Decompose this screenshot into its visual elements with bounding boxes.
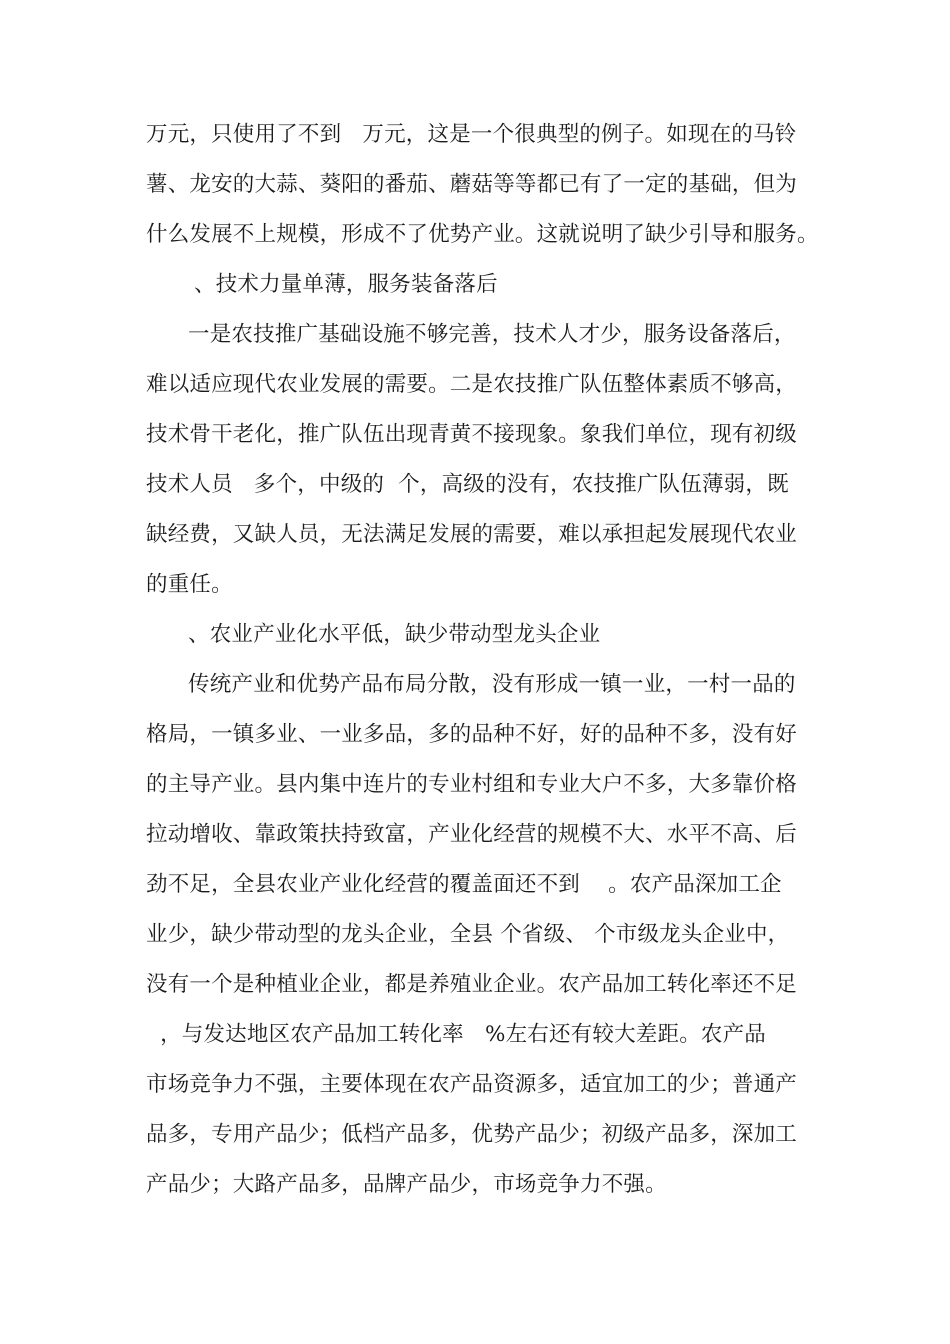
paragraph-line: 没有一个是种植业企业，都是养殖业企业。农产品加工转化率还不足 — [146, 972, 798, 997]
paragraph-line: 劲不足，全县农业产业化经营的覆盖面还不到 。农产品深加工企 — [146, 872, 782, 897]
paragraph-line: 产品少；大路产品多，品牌产品少，市场竞争力不强。 — [146, 1172, 667, 1197]
paragraph-line: 拉动增收、靠政策扶持致富，产业化经营的规模不大、水平不高、后 — [146, 822, 798, 847]
section-heading: 、农业产业化水平低，缺少带动型龙头企业 — [188, 622, 601, 647]
paragraph-line: 业少，缺少带动型的龙头企业，全县 个省级、 个市级龙头企业中， — [146, 922, 790, 947]
paragraph-line: 的主导产业。县内集中连片的专业村组和专业大户不多，大多靠价格 — [146, 772, 798, 797]
paragraph-line: 万元，只使用了不到 万元，这是一个很典型的例子。如现在的马铃 — [146, 122, 797, 147]
paragraph-line: 难以适应现代农业发展的需要。二是农技推广队伍整体素质不够高， — [146, 372, 798, 397]
paragraph-line: 什么发展不上规模，形成不了优势产业。这就说明了缺少引导和服务。 — [146, 222, 819, 247]
paragraph-line: 缺经费，又缺人员，无法满足发展的需要，难以承担起发展现代农业 — [146, 522, 798, 547]
paragraph-line: 品多，专用产品少；低档产品多，优势产品少；初级产品多，深加工 — [146, 1122, 798, 1147]
paragraph-line: 格局，一镇多业、一业多品，多的品种不好，好的品种不多，没有好 — [146, 722, 798, 747]
paragraph-line: 技术骨干老化，推广队伍出现青黄不接现象。象我们单位，现有初级 — [146, 422, 798, 447]
paragraph-line: 的重任。 — [146, 572, 233, 597]
paragraph-line: 薯、龙安的大蒜、葵阳的番茄、蘑菇等等都已有了一定的基础，但为 — [146, 172, 798, 197]
paragraph-line: 传统产业和优势产品布局分散，没有形成一镇一业，一村一品的 — [188, 672, 796, 697]
paragraph-line: 一是农技推广基础设施不够完善，技术人才少，服务设备落后， — [188, 322, 796, 347]
section-heading: 、技术力量单薄，服务装备落后 — [194, 272, 498, 297]
paragraph-line: 市场竞争力不强，主要体现在农产品资源多，适宜加工的少；普通产 — [146, 1072, 798, 1097]
paragraph-line: 技术人员 多个，中级的 个，高级的没有，农技推广队伍薄弱，既 — [146, 472, 789, 497]
paragraph-line: ，与发达地区农产品加工转化率 %左右还有较大差距。农产品 — [146, 1022, 767, 1047]
